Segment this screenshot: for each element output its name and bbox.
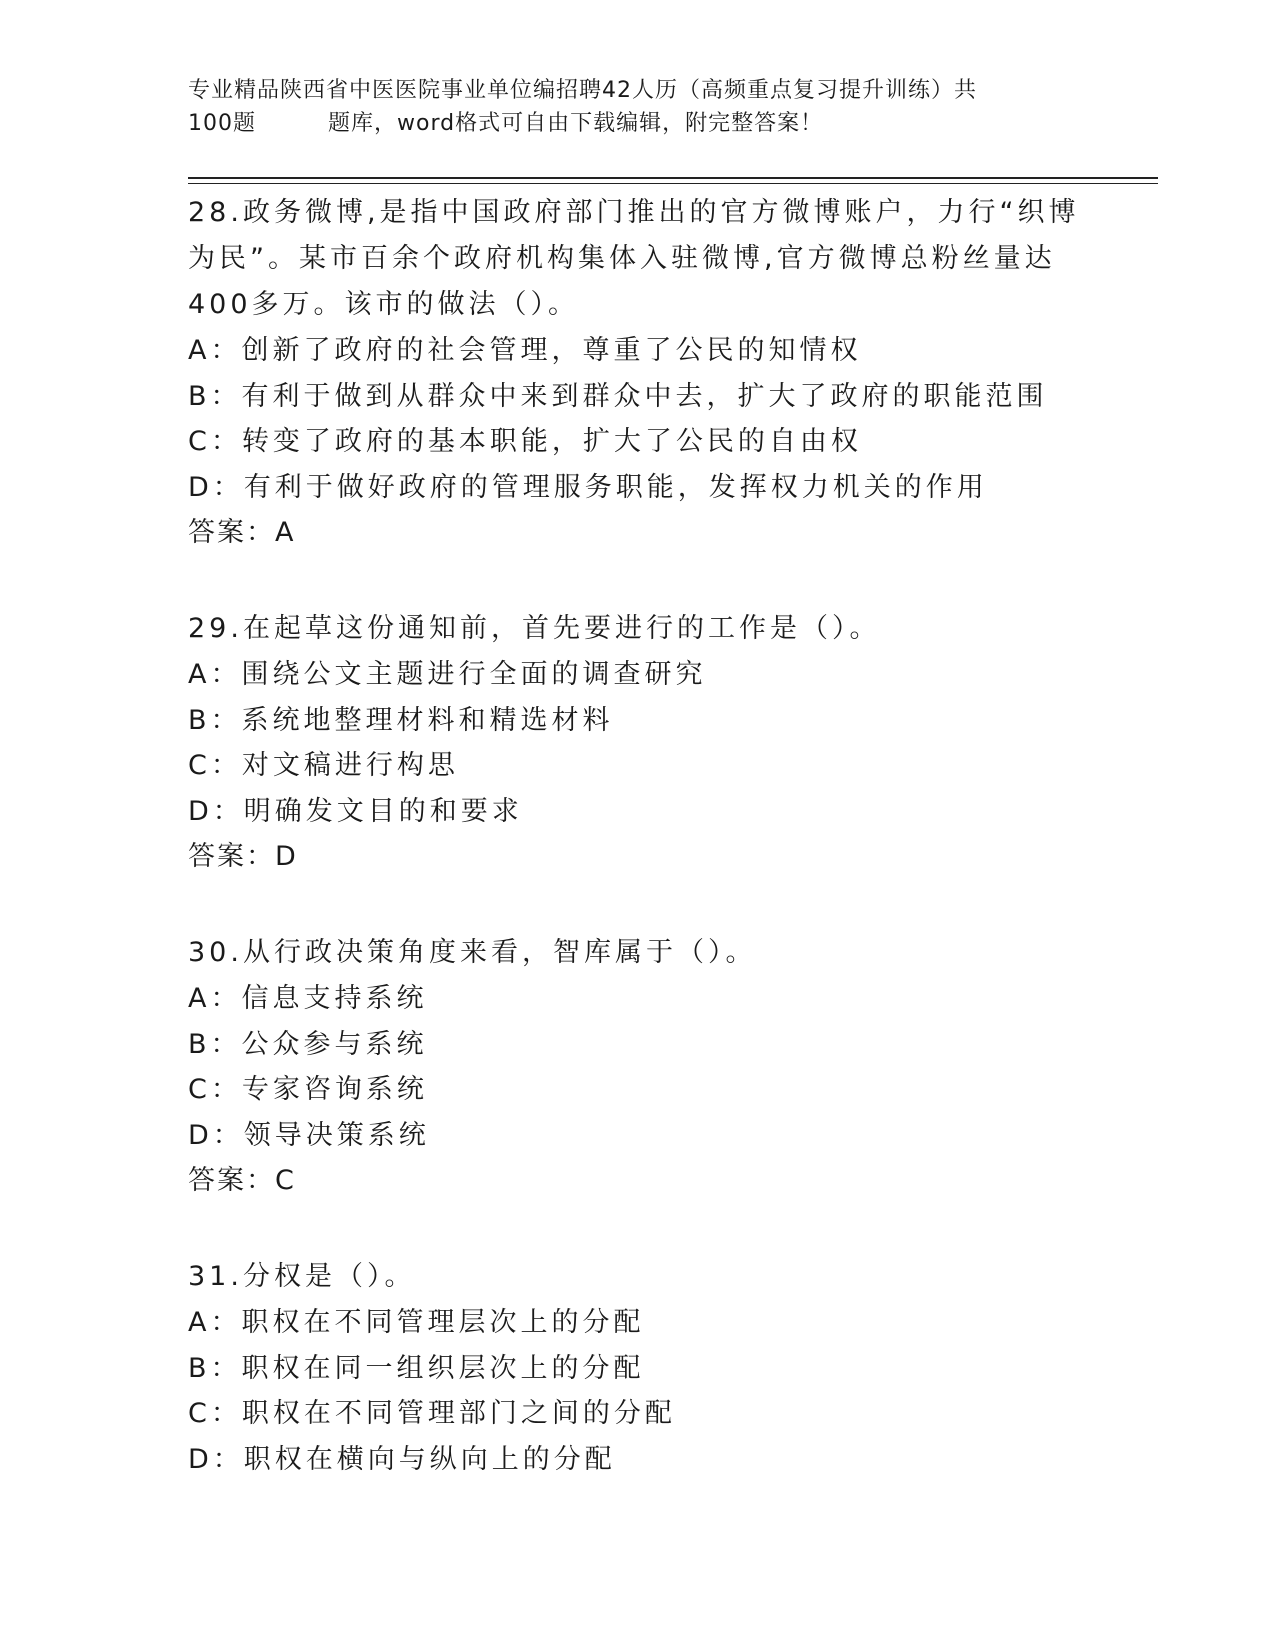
- header-count: 100题: [188, 111, 256, 136]
- answer-label: 答案：D: [188, 841, 298, 872]
- header-title-line1: 专业精品陕西省中医医院事业单位编招聘42人历（高频重点复习提升训练）共: [188, 78, 977, 103]
- question-29: [188, 606, 1088, 880]
- option-a: A：职权在不同管理层次上的分配: [188, 1307, 645, 1338]
- header-description: 题库，word格式可自由下载编辑，附完整答案！: [328, 111, 824, 136]
- question-30: [188, 930, 1088, 1204]
- option-c: C：转变了政府的基本职能，扩大了公民的自由权: [188, 426, 862, 457]
- header-title-line2: [188, 107, 1068, 140]
- option-b: B：有利于做到从群众中来到群众中去，扩大了政府的职能范围: [188, 380, 1048, 412]
- option-a: A：创新了政府的社会管理，尊重了公民的知情权: [188, 335, 862, 366]
- option-c: C：专家咨询系统: [188, 1074, 428, 1105]
- option-d: D：职权在横向与纵向上的分配: [188, 1443, 616, 1475]
- option-a: A：围绕公文主题进行全面的调查研究: [188, 659, 707, 690]
- question-31: [188, 1254, 1088, 1482]
- option-a: A：信息支持系统: [188, 983, 428, 1014]
- option-c: C：对文稿进行构思: [188, 750, 459, 781]
- question-list: [188, 190, 1088, 1532]
- option-b: B：公众参与系统: [188, 1028, 428, 1060]
- question-text: 30.从行政决策角度来看，智库属于（）。: [188, 937, 757, 968]
- question-text: 29.在起草这份通知前，首先要进行的工作是（）。: [188, 613, 881, 644]
- option-b: B：职权在同一组织层次上的分配: [188, 1352, 645, 1384]
- header-divider-thin: [188, 183, 1158, 184]
- option-c: C：职权在不同管理部门之间的分配: [188, 1398, 676, 1429]
- option-d: D：领导决策系统: [188, 1119, 430, 1151]
- header-divider-thick: [188, 177, 1158, 179]
- question-text: 28.政务微博,是指中国政府部门推出的官方微博账户，力行“织博为民”。某市百余个政府机构集体入驻微博,官方微博总粉丝量达400多万。该市的做法（）。: [188, 197, 1080, 320]
- option-d: D：明确发文目的和要求: [188, 795, 523, 827]
- question-28: [188, 190, 1088, 556]
- question-text: 31.分权是（）。: [188, 1261, 416, 1292]
- answer-label: 答案：A: [188, 517, 296, 548]
- option-b: B：系统地整理材料和精选材料: [188, 704, 614, 736]
- document-header: [188, 74, 1068, 140]
- option-d: D：有利于做好政府的管理服务职能，发挥权力机关的作用: [188, 471, 988, 503]
- answer-label: 答案：C: [188, 1165, 296, 1196]
